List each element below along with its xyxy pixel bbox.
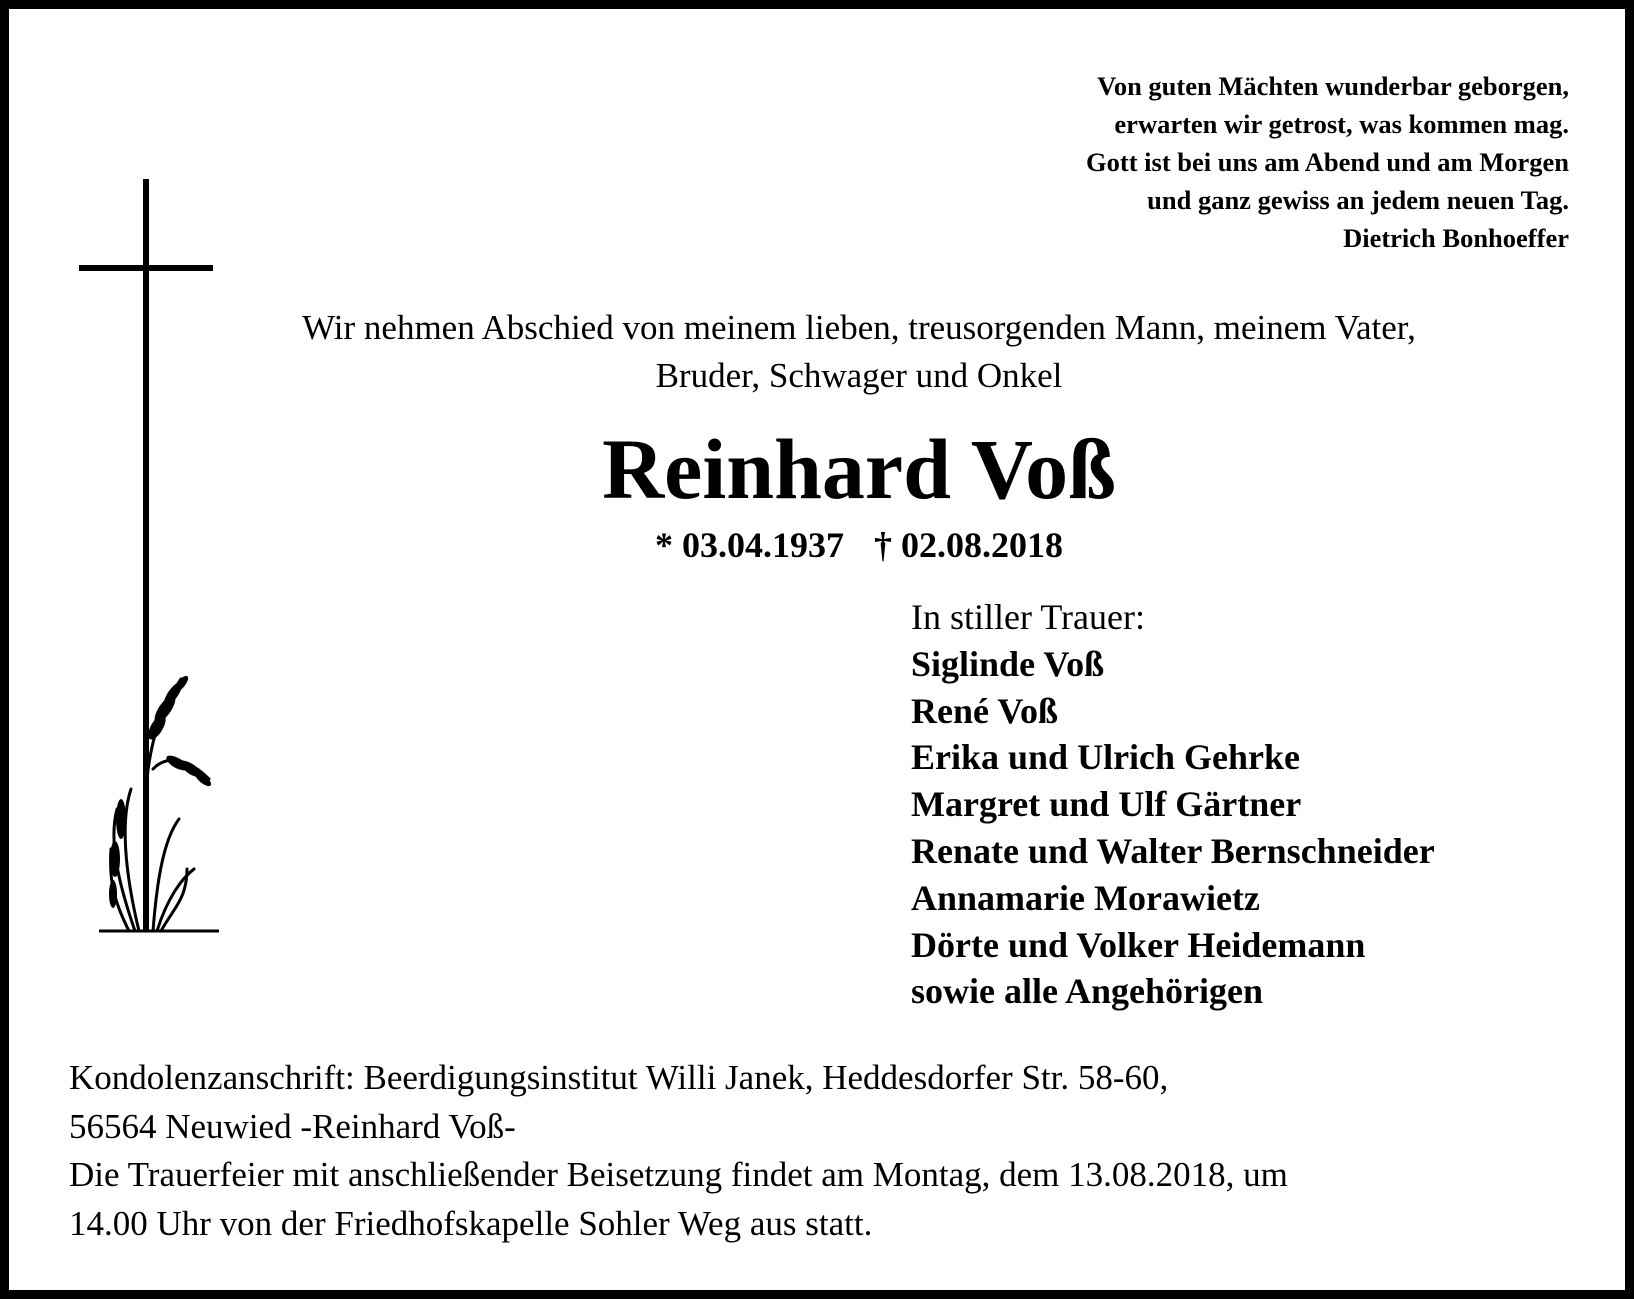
deceased-name: Reinhard Voß	[602, 421, 1116, 517]
quote-line: Gott ist bei uns am Abend und am Morgen	[1086, 147, 1569, 177]
quote-line: Von guten Mächten wunderbar geborgen,	[1097, 71, 1569, 101]
mourner-name: Renate und Walter Bernschneider	[911, 830, 1435, 871]
quote-line: erwarten wir getrost, was kommen mag.	[1114, 109, 1569, 139]
mourner-name: Margret und Ulf Gärtner	[911, 784, 1302, 825]
footer-line: Die Trauerfeier mit anschließender Beisetzung findet am Montag, dem 13.08.2018, um	[69, 1155, 1288, 1194]
mourner-name: Annamarie Morawietz	[911, 877, 1260, 918]
quote-line: und ganz gewiss an jedem neuen Tag.	[1147, 185, 1569, 215]
mourners-list	[911, 594, 1551, 1015]
cross-with-wheat-icon	[69, 179, 249, 979]
intro-line: Bruder, Schwager und Onkel	[655, 356, 1063, 395]
birth-date: * 03.04.1937	[655, 525, 844, 565]
mourner-name: Erika und Ulrich Gehrke	[911, 737, 1301, 778]
mourner-name: Dörte und Volker Heidemann	[911, 924, 1366, 965]
life-dates	[209, 522, 1509, 568]
footer-line: Kondolenzanschrift: Beerdigungsinstitut Willi Janek, Heddesdorfer Str. 58-60,	[69, 1058, 1169, 1097]
footer-line: 56564 Neuwied -Reinhard Voß-	[69, 1106, 516, 1146]
bonhoeffer-quote	[849, 67, 1569, 257]
death-date: † 02.08.2018	[874, 525, 1063, 565]
mourners-heading: In stiller Trauer:	[911, 597, 1145, 637]
farewell-intro	[209, 304, 1509, 400]
mourner-name: sowie alle Angehörigen	[911, 971, 1263, 1012]
footer-line: 14.00 Uhr von der Friedhofskapelle Sohler Weg aus statt.	[69, 1203, 873, 1243]
funeral-details	[69, 1054, 1589, 1248]
mourner-name: Siglinde Voß	[911, 643, 1105, 684]
quote-author: Dietrich Bonhoeffer	[1343, 223, 1569, 253]
intro-line: Wir nehmen Abschied von meinem lieben, treusorgenden Mann, meinem Vater,	[302, 308, 1416, 347]
mourner-name: René Voß	[911, 690, 1059, 731]
